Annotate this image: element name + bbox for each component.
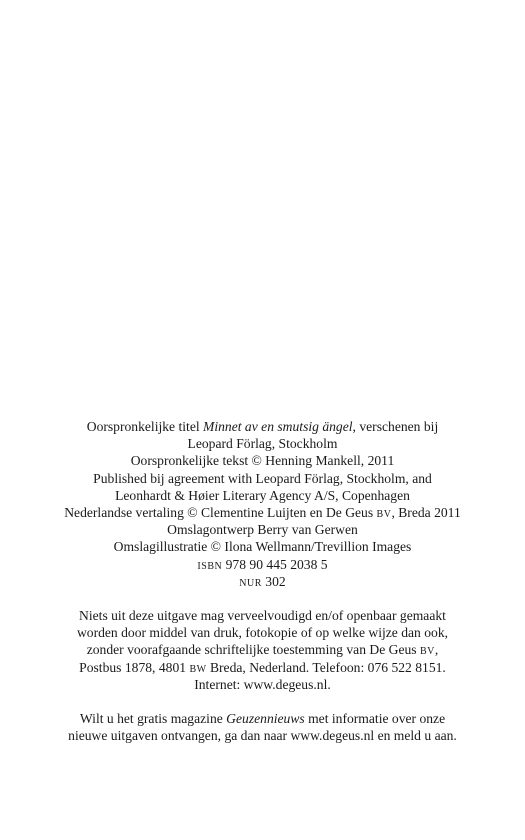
magazine-title: Geuzennieuws xyxy=(226,711,305,727)
postal-address-line: Postbus 1878, 4801 bw Breda, Nederland. Telefoon: 076 522 8151. xyxy=(79,659,446,675)
magazine-line-2: nieuwe uitgaven ontvangen, ga dan naar www.degeus.nl en meld u aan. xyxy=(68,728,457,744)
magazine-block xyxy=(40,710,485,744)
isbn-line: isbn 978 90 445 2038 5 xyxy=(197,556,328,572)
rights-block xyxy=(40,607,485,693)
agreement-line: Published bij agreement with Leopard Förlag, Stockholm, and xyxy=(93,470,432,486)
rights-line-3: zonder voorafgaande schriftelijke toestemming van De Geus bv, xyxy=(86,642,439,658)
original-title: Minnet av en smutsig ängel xyxy=(203,419,353,434)
block-spacer xyxy=(40,693,485,710)
translation-copyright-line: Nederlandse vertaling © Clementine Luijten en De Geus bv, Breda 2011 xyxy=(64,505,461,521)
cover-design-line: Omslagontwerp Berry van Gerwen xyxy=(167,522,358,538)
original-text-copyright-line: Oorspronkelijke tekst © Henning Mankell, 2011 xyxy=(130,453,395,469)
block-spacer xyxy=(40,590,485,607)
internet-line: Internet: www.degeus.nl. xyxy=(194,676,331,692)
original-publisher-line: Leopard Förlag, Stockholm xyxy=(187,436,338,452)
colophon xyxy=(40,418,485,744)
magazine-line-1: Wilt u het gratis magazine Geuzennieuws met informatie over onze xyxy=(79,711,446,727)
agency-line: Leonhardt & Høier Literary Agency A/S, Copenhagen xyxy=(115,487,410,503)
original-title-line: Oorspronkelijke titel Minnet av en smutsig ängel, verschenen bij xyxy=(86,419,439,434)
nur-line: nur 302 xyxy=(239,573,286,589)
rights-line-1: Niets uit deze uitgave mag verveelvoudigd en/of openbaar gemaakt xyxy=(79,608,446,624)
rights-line-2: worden door middel van druk, fotokopie of op welke wijze dan ook, xyxy=(76,625,449,641)
cover-illustration-line: Omslagillustratie © Ilona Wellmann/Trevillion Images xyxy=(113,539,412,555)
credits-block xyxy=(40,418,485,590)
